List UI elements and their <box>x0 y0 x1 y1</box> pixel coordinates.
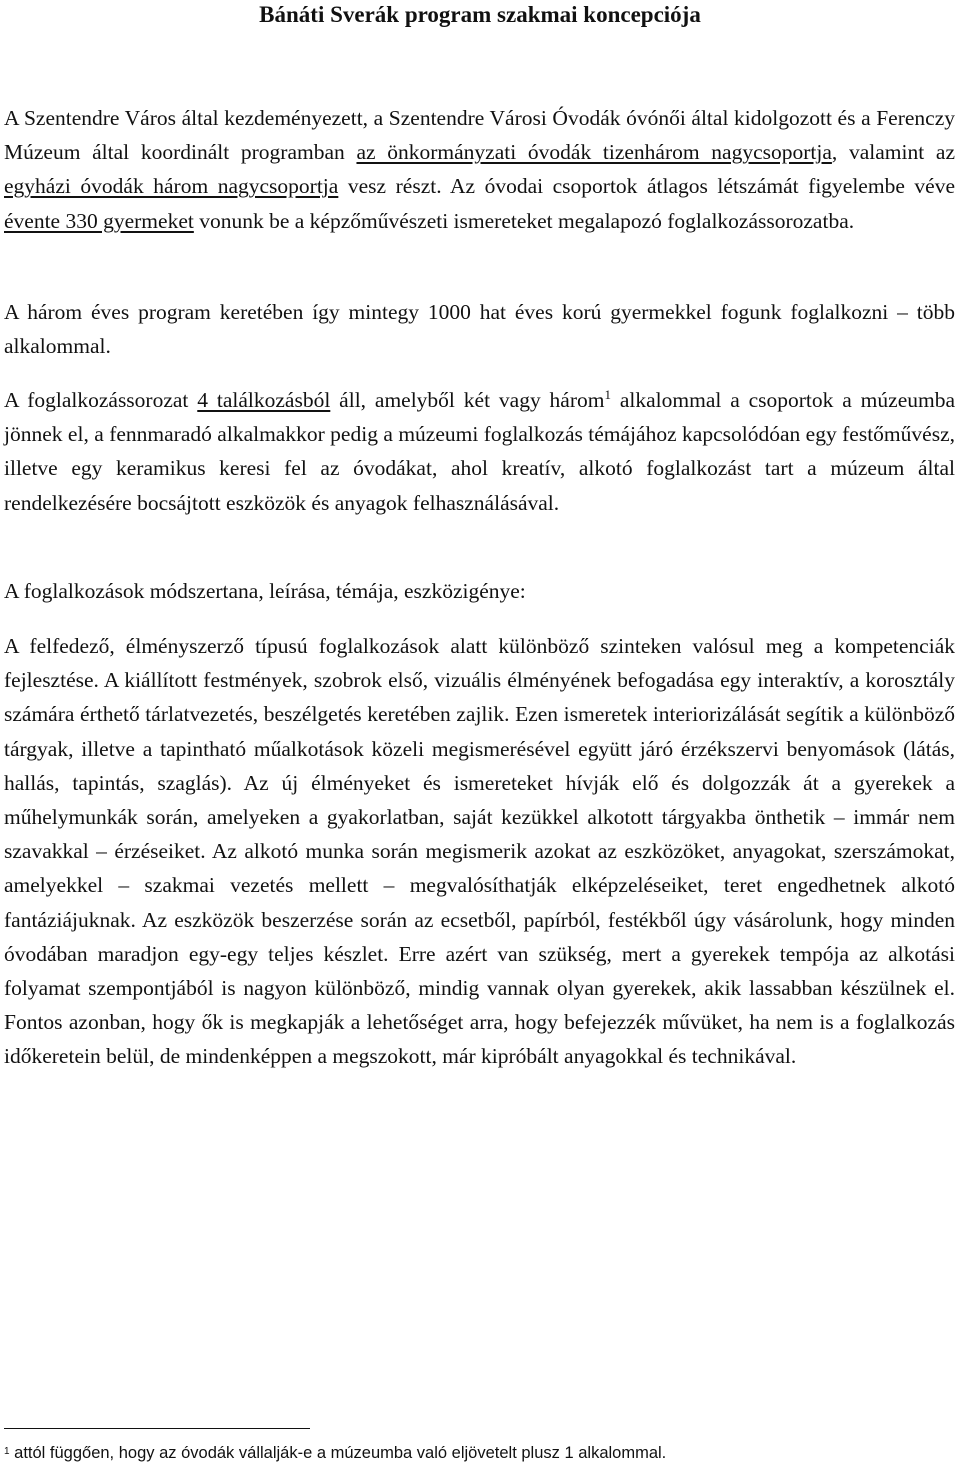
underlined-phrase: évente 330 gyermeket <box>4 208 194 233</box>
paragraph-methodology-heading: A foglalkozások módszertana, leírása, témája, eszközigénye: <box>4 579 526 603</box>
text-run: vonunk be a képzőművészeti ismereteket megalapozó foglalkozássorozatba. <box>193 208 855 233</box>
paragraph-sessions <box>4 383 955 520</box>
text-run: A Szentendre Város által kezdeményezett, a Szentendre Városi Óvodák óvónői által kidolgozott és a Ferenczy Múzeum által koordinált programban <box>4 106 955 165</box>
text-run: alkalommal a csoportok a múzeumba jönnek el, a fennmaradó alkalmakkor pedig a múzeumi foglalkozás témájához kapcsolódóan egy festőművész, illetve egy keramikus keresi fel az óvodákat, ahol kreatív, alkotó foglalkozást tart a múzeum által rendelkezésére bocsájtott eszközök és anyagok felhasználásával. <box>4 388 955 515</box>
paragraph-methodology: A felfedező, élményszerző típusú foglalkozások alatt különböző szinteken valósul meg a kompetenciák fejlesztése. A kiállított festmények, szobrok első, vizuális élményének befogadása egy interaktív, a korosztály számára érthető tárlatvezetés, beszélgetés keretében zajlik. Ezen ismeretek interiorizálását segítik a különböző tárgyak, illetve a tapintható műalkotások közeli megismerésével együtt járó érzékszervi benyomások (látás, hallás, tapintás, szaglás). Az új élményeket és ismereteket hívják elő és dolgozzák át a gyerekek a műhelymunkák során, amelyeken a gyakorlatban, saját kezükkel alkotott tárgyakba önthetik – immár nem szavakkal – érzéseiket. Az alkotó munka során megismerik azokat az eszközöket, anyagokat, szerszámokat, amelyekkel – szakmai vezetés mellett – megvalósíthatják elképzeléseiket, teret engedhetnek alkotó fantáziájuknak. Az eszközök beszerzése során az ecsetből, papírból, festékből úgy vásárolunk, hogy minden óvodában maradjon egy-egy teljes készlet. Erre azért van szükség, mert a gyerekek tempója az alkotási folyamat szempontjából is nagyon különböző, mindig vannak olyan gyerekek, akik lassabban készülnek el. Fontos azonban, hogy ők is megkapják a lehetőséget arra, hogy befejezzék művüket, ha nem is a foglalkozás időkeretein belül, de mindenképpen a megszokott, már kipróbált anyagokkal és technikával. <box>4 634 955 1069</box>
underlined-phrase: egyházi óvodák három nagycsoportja <box>4 174 339 199</box>
footnote <box>4 1441 954 1465</box>
text-run: , valamint az <box>831 140 955 165</box>
text-run: vesz részt. Az óvodai csoportok átlagos létszámát figyelembe véve <box>338 174 956 199</box>
paragraph-program-scope: A három éves program keretében így mintegy 1000 hat éves korú gyermekkel fogunk foglalkozni – több alkalommal. <box>4 300 955 359</box>
footnote-mark: 1 <box>4 1446 10 1457</box>
text-run: A foglalkozássorozat <box>4 388 198 412</box>
document-title: Bánáti Sverák program szakmai koncepciója <box>259 2 701 27</box>
underlined-phrase: 4 találkozásból <box>197 388 331 412</box>
underlined-phrase: az önkormányzati óvodák tizenhárom nagycsoportja <box>356 140 832 165</box>
footnote-reference[interactable]: 1 <box>604 386 611 402</box>
text-run: áll, amelyből két vagy három <box>330 388 605 412</box>
paragraph-intro <box>4 101 955 238</box>
footnote-text: attól függően, hogy az óvodák vállalják-e a múzeumba való eljövetelt plusz 1 alkalommal. <box>9 1444 667 1462</box>
footnote-separator <box>4 1428 310 1429</box>
